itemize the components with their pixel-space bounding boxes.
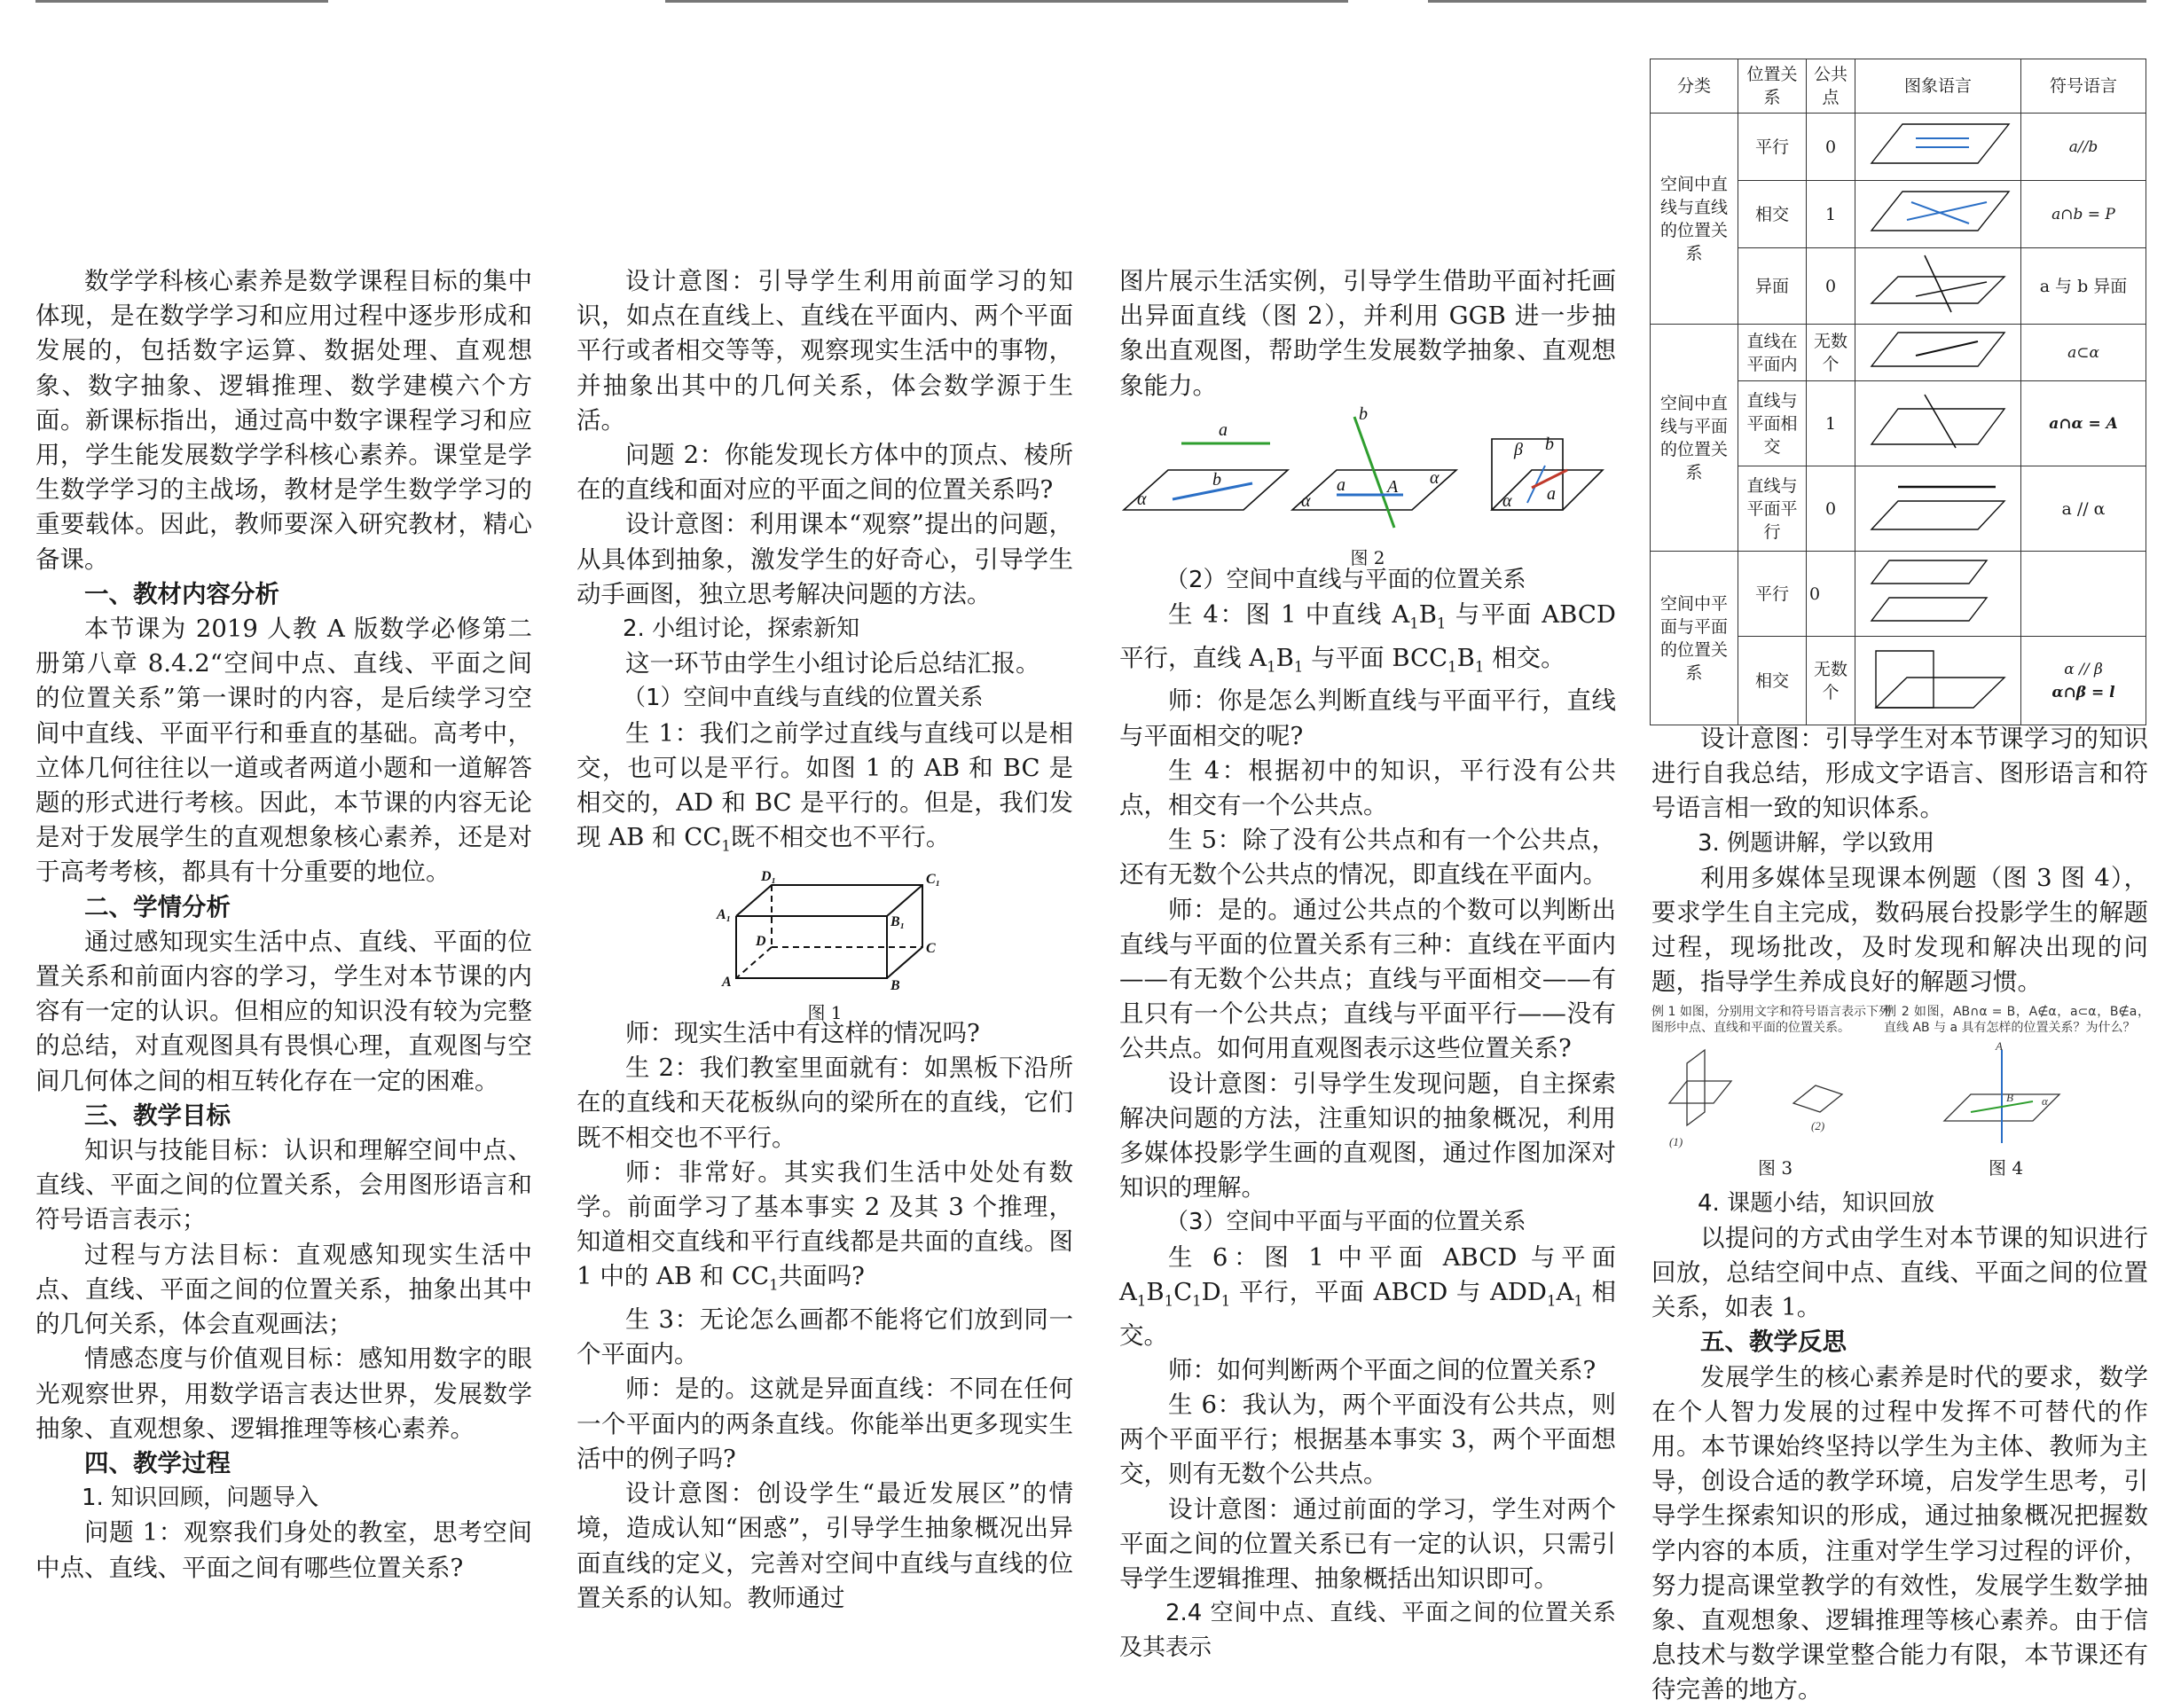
paragraph: 发展学生的核心素养是时代的要求，数学在个人智力发展的过程中发挥不可替代的作用。本节课始终坚持以学生为主体、教师为主导，创设合适的教学环境，启发学生思考，引导学生探索知识的形成，通过抽象概况把握数学内容的本质，注重对学生学习过程的评价，努力提高课堂教学的有效性，发展学生数学抽象、直观想象、逻辑推理等核心素养。由于信息技术与数学课堂整合能力有限，本节课还有待完善的地方。 bbox=[1651, 1362, 2148, 1704]
section-heading: 四、教学过程 bbox=[84, 1448, 231, 1477]
svg-text:α: α bbox=[1430, 467, 1440, 488]
svg-text:α: α bbox=[1301, 490, 1311, 511]
dialogue: 生 1：我们之前学过直线与直线可以是相交，也可以是平行。如图 1 的 AB 和 BC 是相交的，AD 和 BC 是平行的。但是，我们发现 AB 和 $CC_1$既不相交也不平行。 bbox=[577, 718, 1073, 855]
figure-2 bbox=[1119, 403, 1616, 569]
svg-text:A: A bbox=[1996, 1040, 2003, 1053]
table-row: 空间中直线与平面的位置关系 直线在平面内 无数个 a⊂α bbox=[1651, 325, 2146, 381]
top-rule bbox=[1428, 0, 2146, 3]
svg-text:α: α bbox=[1137, 489, 1147, 509]
section-heading: 一、教材内容分析 bbox=[84, 579, 279, 608]
svg-text:β: β bbox=[1514, 439, 1523, 459]
paragraph: 以提问的方式由学生对本节课的知识进行回放，总结空间中点、直线、平面之间的位置关系，如表 1。 bbox=[1651, 1223, 2148, 1322]
dialogue: 生 4：根据初中的知识，平行没有公共点，相交有一个公共点。 bbox=[1119, 756, 1616, 820]
table-header: 位置关系 bbox=[1738, 59, 1807, 114]
dialogue: 生 3：无论怎么画都不能将它们放到同一个平面内。 bbox=[577, 1305, 1073, 1369]
svg-text:C₁: C₁ bbox=[926, 871, 940, 887]
paragraph: 知识与技能目标：认识和理解空间中点、直线、平面之间的位置关系，会用图形语言和符号语言表示； bbox=[35, 1136, 532, 1234]
dialogue: 师：是的。通过公共点的个数可以判断出直线与平面的位置关系有三种：直线在平面内——有无数个公共点；直线与平面相交——有且只有一个公共点；直线与平面平行——没有公共点。如何用直观图表示这些位置关系? bbox=[1119, 895, 1616, 1063]
top-rule bbox=[35, 0, 328, 3]
dialogue: 师：非常好。其实我们生活中处处有数学。前面学习了基本事实 2 及其 3 个推理，知道相交直线和平行直线都是共面的直线。图 1 中的 AB 和 $CC_1$共面吗? bbox=[577, 1157, 1073, 1294]
section-heading: 三、教学目标 bbox=[84, 1101, 231, 1130]
subheading: 1. 知识回顾，问题导入 bbox=[82, 1485, 319, 1512]
table-row: 直线与平面相交 1 a∩α = A bbox=[1651, 381, 2146, 466]
paragraph: 图片展示生活实例，引导学生借助平面衬托画出异面直线（图 2），并利用 GGB 进一步抽象出直观图，帮助学生发展数学抽象、直观想象能力。 bbox=[1119, 267, 1616, 400]
svg-text:A₁: A₁ bbox=[717, 906, 732, 922]
paragraph: 设计意图：引导学生利用前面学习的知识，如点在直线上、直线在平面内、两个平面平行或者相交等等，观察现实生活中的事物，并抽象出其中的几何关系，体会数学源于生活。 bbox=[577, 267, 1073, 435]
paragraph: 问题 1：观察我们身处的教室，思考空间中点、直线、平面之间有哪些位置关系? bbox=[35, 1518, 532, 1582]
paragraph: 设计意图：引导学生对本节课学习的知识进行自我总结，形成文字语言、图形语言和符号语言相一致的知识体系。 bbox=[1651, 725, 2148, 823]
svg-text:b: b bbox=[1212, 469, 1221, 490]
subheading: 2. 小组讨论，探索新知 bbox=[623, 615, 860, 643]
svg-text:(2): (2) bbox=[1811, 1118, 1825, 1132]
column-2 bbox=[577, 264, 1073, 1616]
dialogue: 师：是的。这就是异面直线：不同在任何一个平面内的两条直线。你能举出更多现实生活中的例子吗? bbox=[577, 1375, 1073, 1473]
subheading: 2.4 空间中点、直线、平面之间的位置关系及其表示 bbox=[1119, 1600, 1616, 1662]
example-2-text: 例 2 如图，AB∩α = B，A∉α，a⊂α，B∉a，直线 AB 与 a 具有怎样的位置关系？为什么？ bbox=[1884, 1004, 2150, 1035]
paragraph: 利用多媒体呈现课本例题（图 3 图 4），要求学生自主完成，数码展台投影学生的解题过程，现场批改，及时发现和解决出现的问题，指导学生养成良好的解题习惯。 bbox=[1651, 863, 2148, 997]
figure-caption: 图 4 bbox=[1989, 1156, 2024, 1179]
dialogue: 师：如何判断两个平面之间的位置关系? bbox=[1168, 1355, 1596, 1384]
figure-caption: 图 3 bbox=[1758, 1156, 1793, 1179]
figure-1 bbox=[577, 864, 1073, 1024]
subheading: （3）空间中平面与平面的位置关系 bbox=[1165, 1209, 1526, 1236]
paragraph: 这一环节由学生小组讨论后总结汇报。 bbox=[625, 649, 1040, 678]
table-row: 相交 无数个 α // β α∩β = l bbox=[1651, 637, 2146, 725]
svg-text:α: α bbox=[1502, 490, 1512, 511]
dialogue: 生 5：除了没有公共点和有一个公共点，还有无数个公共点的情况，即直线在平面内。 bbox=[1119, 826, 1616, 889]
figure-cell bbox=[1855, 381, 2021, 466]
svg-text:B₁: B₁ bbox=[890, 913, 906, 929]
subheading: （2）空间中直线与平面的位置关系 bbox=[1165, 566, 1526, 593]
svg-text:a: a bbox=[1547, 483, 1556, 504]
svg-text:D: D bbox=[756, 933, 766, 949]
column-1 bbox=[35, 264, 532, 1586]
group-cell: 空间中直线与直线的位置关系 bbox=[1651, 114, 1738, 325]
section-heading: 五、教学反思 bbox=[1700, 1328, 1847, 1357]
svg-text:C: C bbox=[926, 940, 936, 956]
skew-lines-diagrams bbox=[1119, 403, 1616, 537]
paragraph: 设计意图：引导学生发现问题，自主探索解决问题的方法，注重知识的抽象概况，利用多媒体投影学生画的直观图，通过作图加深对知识的理解。 bbox=[1119, 1069, 1616, 1203]
figure-cell bbox=[1855, 637, 2021, 725]
dialogue: 生 6：我认为，两个平面没有公共点，则两个平面平行；根据基本事实 3，两个平面想交，则有无数个公共点。 bbox=[1119, 1390, 1616, 1489]
figure-cell bbox=[1855, 325, 2021, 381]
table-row: 异面 0 a 与 b 异面 bbox=[1651, 248, 2146, 325]
table-header: 符号语言 bbox=[2021, 59, 2146, 114]
figure-caption: 图 2 bbox=[1350, 547, 1385, 569]
paragraph: 通过感知现实生活中点、直线、平面的位置关系和前面内容的学习，学生对本节课的内容有一定的认识。但相应的知识没有较为完整的总结，对直观图具有畏惧心理，直观图与空间几何体之间的相互转化存在一定的困难。 bbox=[35, 927, 532, 1095]
table-header: 公共点 bbox=[1807, 59, 1855, 114]
paragraph: 过程与方法目标：直观感知现实生活中点、直线、平面之间的位置关系，抽象出其中的几何关系，体会直观画法； bbox=[35, 1240, 532, 1339]
figure-cell bbox=[1855, 114, 2021, 181]
dialogue: 生 4：图 1 中直线 $A_1B_1$ 与平面 ABCD 平行，直线 $A_1B_1$ 与平面 $BCC_1B_1$ 相交。 bbox=[1119, 600, 1616, 676]
table-header-row bbox=[1651, 59, 2146, 114]
svg-text:a: a bbox=[1337, 474, 1345, 495]
svg-text:B: B bbox=[890, 977, 900, 991]
paragraph: 本节课为 2019 人教 A 版数学必修第二册第八章 8.4.2“空间中点、直线、平面之间的位置关系”第一课时的内容，是后续学习空间中直线、平面平行和垂直的基础。高考中，立体几何往往以一道或者两道小题和一道解答题的形式进行考核。因此，本节课的内容无论是对于发展学生的直观想象核心素养，还是对于高考考核，都具有十分重要的地位。 bbox=[35, 615, 532, 887]
table-row: 空间中平面与平面的位置关系 平行 0 bbox=[1651, 552, 2146, 637]
subheading: （1）空间中直线与直线的位置关系 bbox=[623, 685, 984, 712]
dialogue: 生 6：图 1 中平面 ABCD 与平面 $A_1B_1C_1D_1$ 平行，平面 ABCD 与 $ADD_1A_1$ 相交。 bbox=[1119, 1242, 1616, 1350]
table-row: 直线与平面平行 0 a // α bbox=[1651, 466, 2146, 552]
section-heading: 二、学情分析 bbox=[84, 892, 231, 921]
figure-cell bbox=[1855, 552, 2021, 637]
figure-cell bbox=[1855, 248, 2021, 325]
table-row: 空间中直线与直线的位置关系 平行 0 a//b bbox=[1651, 114, 2146, 181]
column-3 bbox=[1119, 264, 1616, 1666]
dialogue: 师：你是怎么判断直线与平面平行，直线与平面相交的呢? bbox=[1119, 686, 1616, 750]
example-figures bbox=[1651, 1000, 2148, 1187]
svg-text:(1): (1) bbox=[1669, 1134, 1683, 1148]
table-header: 图象语言 bbox=[1855, 59, 2021, 114]
svg-text:α: α bbox=[2042, 1093, 2048, 1108]
svg-text:B: B bbox=[2006, 1090, 2013, 1104]
paragraph: 情感态度与价值观目标：感知用数字的眼光观察世界，用数学语言表达世界，发展数学抽象、直观想象、逻辑推理等核心素养。 bbox=[35, 1344, 532, 1443]
paragraph: 设计意图：创设学生“最近发展区”的情境，造成认知“困惑”，引导学生抽象概况出异面直线的定义，完善对空间中直线与直线的位置关系的认知。教师通过 bbox=[577, 1479, 1073, 1612]
table-header: 分类 bbox=[1651, 59, 1738, 114]
dialogue: 师：现实生活中有这样的情况吗? bbox=[625, 1018, 980, 1047]
svg-text:b: b bbox=[1359, 403, 1368, 424]
column-4 bbox=[1651, 722, 2148, 1708]
intro-paragraph: 数学学科核心素养是数学课程目标的集中体现，是在数学学习和应用过程中逐步形成和发展的，包括数字运算、数据处理、直观想象、数字抽象、逻辑推理、数学建模六个方面。新课标指出，通过高中数字课程学习和应用，学生能发展数学学科核心素养。课堂是学生数学学习的主战场，教材是学生数学学习的重要载体。因此，教师要深入研究教材，精心备课。 bbox=[35, 267, 532, 574]
figure-cell bbox=[1855, 466, 2021, 552]
paragraph: 设计意图：通过前面的学习，学生对两个平面之间的位置关系已有一定的认识，只需引导学生逻辑推理、抽象概括出知识即可。 bbox=[1119, 1494, 1616, 1593]
paragraph: 设计意图：利用课本“观察”提出的问题，从具体到抽象，激发学生的好奇心，引导学生动手画图，独立思考解决问题的方法。 bbox=[577, 510, 1073, 608]
svg-text:b: b bbox=[1545, 434, 1554, 454]
paragraph: 问题 2：你能发现长方体中的顶点、棱所在的直线和面对应的平面之间的位置关系吗? bbox=[577, 441, 1073, 505]
example-diagrams bbox=[1651, 1041, 2148, 1156]
group-cell: 空间中平面与平面的位置关系 bbox=[1651, 552, 1738, 725]
svg-text:D₁: D₁ bbox=[761, 868, 777, 884]
svg-text:a: a bbox=[1219, 419, 1228, 440]
dialogue: 生 2：我们教室里面就有：如黑板下沿所在的直线和天花板纵向的梁所在的直线，它们既不相交也不平行。 bbox=[577, 1054, 1073, 1152]
top-rule bbox=[665, 0, 1348, 3]
svg-text:A: A bbox=[1387, 476, 1399, 497]
summary-table bbox=[1650, 59, 2146, 725]
table-row: 相交 1 a∩b = P bbox=[1651, 181, 2146, 248]
figure-caption: 图 1 bbox=[807, 1002, 843, 1024]
subheading: 3. 例题讲解，学以致用 bbox=[1698, 829, 1935, 857]
subheading: 4. 课题小结，知识回放 bbox=[1698, 1189, 1935, 1217]
group-cell: 空间中直线与平面的位置关系 bbox=[1651, 325, 1738, 552]
example-1-text: 例 1 如图，分别用文字和符号语言表示下列图形中点、直线和平面的位置关系。 bbox=[1651, 1004, 1891, 1035]
figure-cell bbox=[1855, 181, 2021, 248]
svg-text:A: A bbox=[722, 974, 732, 990]
cuboid-diagram bbox=[710, 867, 940, 991]
